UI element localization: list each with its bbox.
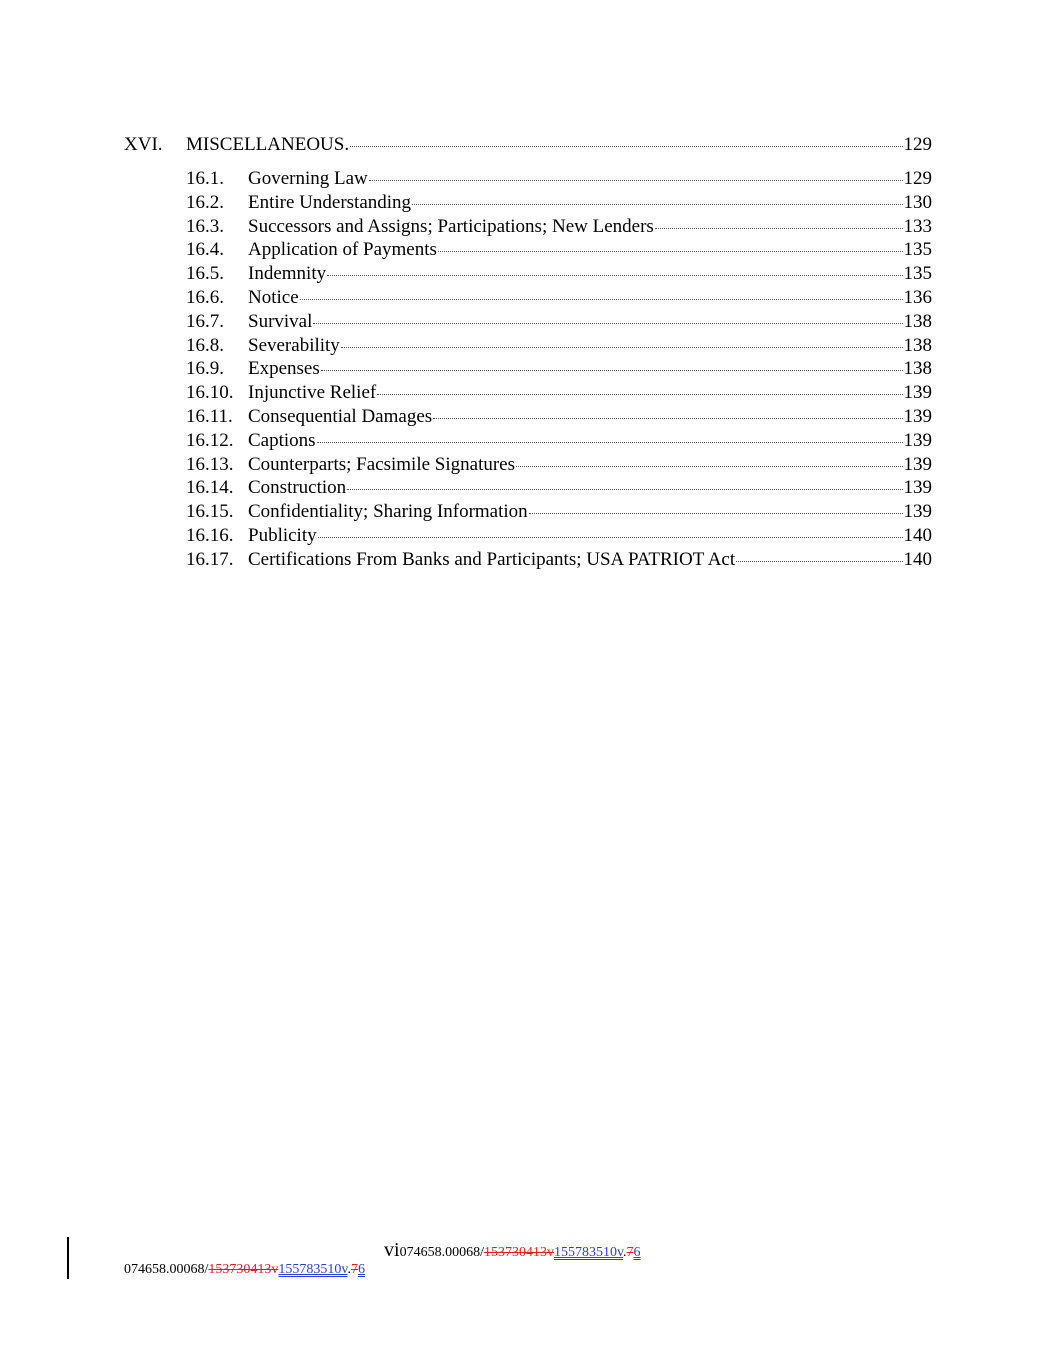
footer-left — [124, 1262, 365, 1278]
section-title: Successors and Assigns; Participations; New Lenders — [248, 215, 654, 237]
section-number: 16.13. — [186, 453, 234, 475]
section-number: 16.2. — [186, 191, 224, 213]
section-page: 138 — [903, 310, 932, 332]
section-page: 140 — [903, 548, 932, 570]
section-title: Injunctive Relief — [248, 382, 377, 404]
toc-section-row[interactable] — [124, 477, 932, 501]
dot-leader — [412, 204, 902, 205]
section-title: Construction — [248, 477, 347, 499]
table-of-contents — [124, 134, 932, 573]
footer-left-doc-prefix: 074658.00068/ — [124, 1262, 209, 1277]
toc-section-row[interactable] — [124, 168, 932, 192]
toc-section-row[interactable] — [124, 549, 932, 573]
section-page: 139 — [903, 382, 932, 404]
toc-section-row[interactable] — [124, 239, 932, 263]
section-title: Survival — [248, 310, 313, 332]
toc-section-row[interactable] — [124, 430, 932, 454]
section-title: Captions — [248, 429, 316, 451]
dot-leader — [300, 299, 903, 300]
toc-section-row[interactable] — [124, 216, 932, 240]
section-title: Consequential Damages — [248, 405, 433, 427]
section-page: 139 — [903, 453, 932, 475]
section-page: 130 — [903, 191, 932, 213]
dot-leader — [327, 275, 902, 276]
section-title: Governing Law — [248, 168, 368, 189]
section-number: 16.11. — [186, 405, 233, 427]
section-number: 16.12. — [186, 429, 234, 451]
footer-left-inserted-version: 6 — [357, 1262, 365, 1277]
section-number: 16.16. — [186, 524, 234, 546]
dot-leader — [350, 146, 902, 147]
dot-leader — [369, 180, 903, 181]
section-number: 16.3. — [186, 215, 224, 237]
dot-leader — [313, 323, 902, 324]
section-number: 16.15. — [186, 501, 234, 523]
section-number: 16.1. — [186, 168, 224, 189]
section-page: 140 — [903, 524, 932, 546]
section-page: 135 — [903, 239, 932, 261]
dot-leader — [347, 489, 902, 490]
section-page: 139 — [903, 405, 932, 427]
section-title: Entire Understanding — [248, 191, 412, 213]
section-page: 138 — [903, 358, 932, 380]
toc-section-row[interactable] — [124, 335, 932, 359]
section-number: 16.4. — [186, 239, 224, 261]
section-page: 138 — [903, 334, 932, 356]
section-title: Severability — [248, 334, 340, 356]
section-title: Confidentiality; Sharing Information — [248, 501, 528, 523]
dot-leader — [317, 442, 903, 443]
toc-article-row[interactable] — [124, 134, 932, 168]
footer-left-deleted-version: 7 — [350, 1262, 358, 1277]
section-number: 16.7. — [186, 310, 224, 332]
toc-sections — [124, 168, 932, 573]
toc-section-row[interactable] — [124, 454, 932, 478]
section-title: Application of Payments — [248, 239, 437, 261]
toc-section-row[interactable] — [124, 287, 932, 311]
section-number: 16.14. — [186, 477, 234, 499]
section-page: 139 — [903, 477, 932, 499]
dot-leader — [318, 537, 903, 538]
section-number: 16.6. — [186, 286, 224, 308]
section-page: 139 — [903, 501, 932, 523]
footer-dot: . — [623, 1245, 627, 1260]
footer-inserted-id: 155783510v — [553, 1245, 624, 1260]
toc-section-row[interactable] — [124, 525, 932, 549]
article-number: XVI. — [124, 134, 163, 155]
article-title: MISCELLANEOUS. — [186, 134, 350, 155]
dot-leader — [321, 370, 903, 371]
section-title: Counterparts; Facsimile Signatures — [248, 453, 516, 475]
section-page: 136 — [903, 286, 932, 308]
toc-section-row[interactable] — [124, 406, 932, 430]
footer-left-dot: . — [347, 1262, 351, 1277]
section-number: 16.10. — [186, 382, 234, 404]
section-title: Notice — [248, 286, 299, 308]
footer-left-deleted-id: 153730413v — [208, 1262, 279, 1277]
dot-leader — [341, 347, 903, 348]
section-title: Certifications From Banks and Participants; USA PATRIOT Act — [248, 548, 736, 570]
footer-deleted-id: 153730413v — [483, 1245, 554, 1260]
footer-page-number: vi — [384, 1239, 400, 1261]
dot-leader — [438, 251, 903, 252]
footer-deleted-version: 7 — [626, 1245, 634, 1260]
toc-section-row[interactable] — [124, 263, 932, 287]
section-number: 16.9. — [186, 358, 224, 380]
section-number: 16.17. — [186, 548, 234, 570]
dot-leader — [377, 394, 902, 395]
section-number: 16.5. — [186, 263, 224, 285]
toc-section-row[interactable] — [124, 501, 932, 525]
change-bar — [67, 1237, 69, 1279]
dot-leader — [433, 418, 902, 419]
toc-section-row[interactable] — [124, 192, 932, 216]
footer-doc-prefix: 074658.00068/ — [399, 1245, 484, 1260]
toc-section-row[interactable] — [124, 382, 932, 406]
section-page: 129 — [903, 168, 932, 189]
article-page: 129 — [903, 134, 932, 155]
toc-section-row[interactable] — [124, 358, 932, 382]
section-title: Expenses — [248, 358, 320, 380]
dot-leader — [655, 228, 903, 229]
section-title: Indemnity — [248, 263, 327, 285]
footer-left-inserted-id: 155783510v — [278, 1262, 348, 1277]
footer-center — [384, 1239, 641, 1262]
section-page: 133 — [903, 215, 932, 237]
section-page: 135 — [903, 263, 932, 285]
dot-leader — [516, 466, 902, 467]
toc-section-row[interactable] — [124, 311, 932, 335]
dot-leader — [529, 513, 903, 514]
section-number: 16.8. — [186, 334, 224, 356]
dot-leader — [736, 561, 902, 562]
section-title: Publicity — [248, 524, 317, 546]
footer-inserted-version: 6 — [633, 1245, 641, 1260]
section-page: 139 — [903, 429, 932, 451]
